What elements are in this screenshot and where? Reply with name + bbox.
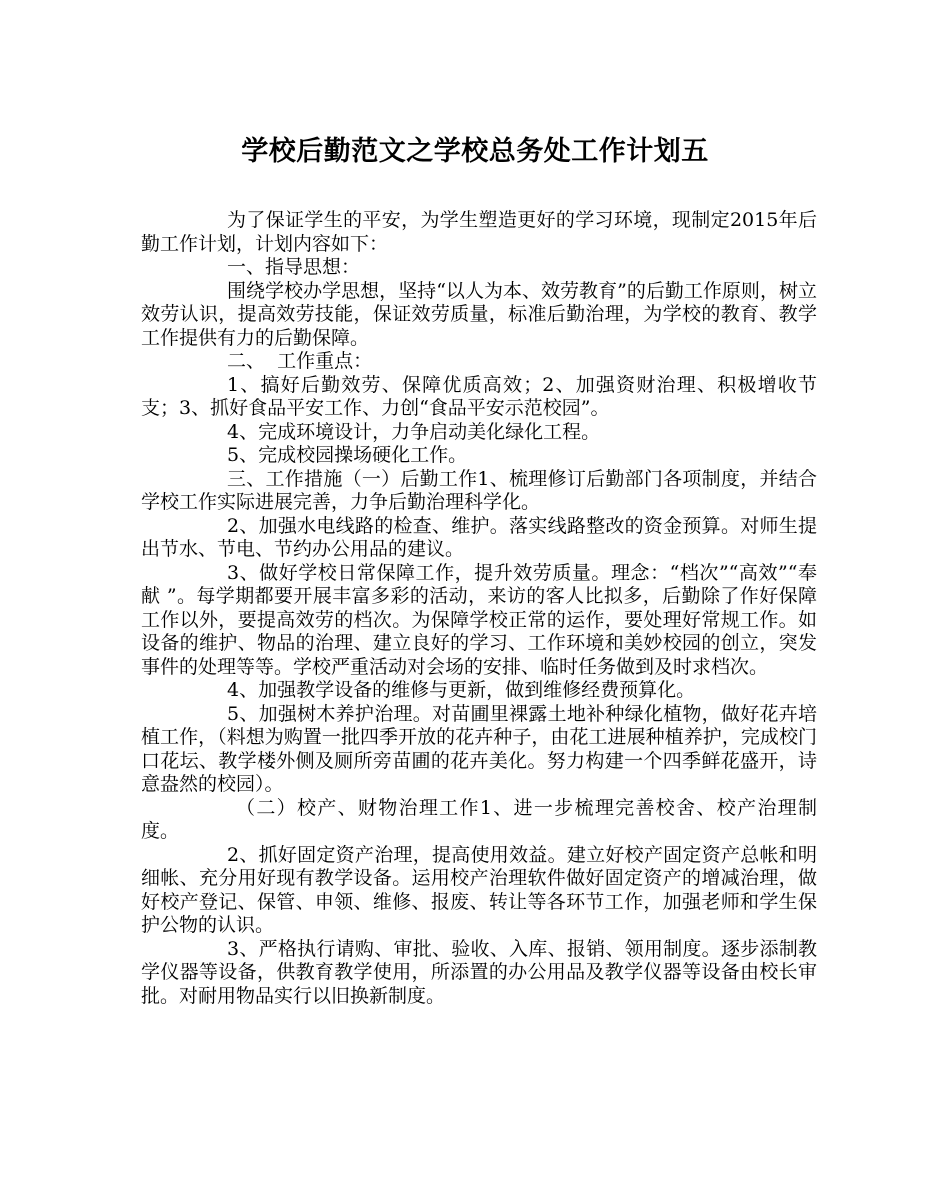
paragraph-assets-3: 3、严格执行请购、审批、验收、入库、报销、领用制度。逐步添制教学仪器等设备，供教育教学使用，所添置的办公用品及教学仪器等设备由校长审批。对耐用物品实行以旧换新制度。 bbox=[141, 937, 817, 1007]
paragraph-focus-4: 4、完成环境设计，力争启动美化绿化工程。 bbox=[227, 420, 601, 443]
paragraph-measures-2: 2、加强水电线路的检查、维护。落实线路整改的资金预算。对师生提出节水、节电、节约办公用品的建议。 bbox=[141, 514, 817, 560]
paragraph-measures-5: 5、加强树木养护治理。对苗圃里裸露土地补种绿化植物，做好花卉培植工作，（料想为购置一批四季开放的花卉种子，由花工进展种植养护，完成校门口花坛、教学楼外侧及厕所旁苗圃的花卉美化。努力构建一个四季鲜花盛开，诗意盎然的校园）。 bbox=[141, 702, 817, 795]
paragraph-guiding-ideas: 围绕学校办学思想，坚持“以人为本、效劳教育”的后勤工作原则，树立效劳认识，提高效劳技能，保证效劳质量，标准后勤治理，为学校的教育、教学工作提供有力的后勤保障。 bbox=[141, 279, 817, 349]
document-title: 学校后勤范文之学校总务处工作计划五 bbox=[241, 136, 709, 167]
heading-work-focus: 二、 工作重点： bbox=[227, 350, 373, 372]
paragraph-intro: 为了保证学生的平安，为学生塑造更好的学习环境，现制定2015年后勤工作计划，计划内容如下： bbox=[141, 209, 817, 255]
paragraph-assets-2: 2、抓好固定资产治理，提高使用效益。建立好校产固定资产总帐和明细帐、充分用好现有教学设备。运用校产治理软件做好固定资产的增减治理，做好校产登记、保管、申领、维修、报废、转让等各环节工作，加强老师和学生保护公物的认识。 bbox=[141, 843, 817, 936]
paragraph-measures-3: 3、做好学校日常保障工作，提升效劳质量。理念：“档次”“高效”“奉献 ”。每学期都要开展丰富多彩的活动，来访的客人比拟多，后勤除了作好保障工作以外，要提高效劳的档次。为保障学校正常的运作，要处理好常规工作。如设备的维护、物品的治理、建立良好的学习、工作环境和美妙校园的创立，突发事件的处理等等。学校严重活动对会场的安排、临时任务做到及时求档次。 bbox=[141, 561, 817, 678]
document-body bbox=[141, 209, 817, 1008]
paragraph-assets-1: （二）校产、财物治理工作1、进一步梳理完善校舍、校产治理制度。 bbox=[141, 796, 817, 842]
paragraph-measures-1: 三、工作措施（一）后勤工作1、梳理修订后勤部门各项制度，并结合学校工作实际进展完善，力争后勤治理科学化。 bbox=[141, 467, 817, 513]
paragraph-focus-5: 5、完成校园操场硬化工作。 bbox=[227, 444, 468, 466]
paragraph-focus-1-3: 1、搞好后勤效劳、保障优质高效；2、加强资财治理、积极增收节支；3、抓好食品平安工作、力创“食品平安示范校园”。 bbox=[141, 373, 817, 419]
heading-guiding-ideas: 一、指导思想： bbox=[227, 256, 361, 278]
paragraph-measures-4: 4、加强教学设备的维修与更新，做到维修经费预算化。 bbox=[227, 679, 696, 701]
